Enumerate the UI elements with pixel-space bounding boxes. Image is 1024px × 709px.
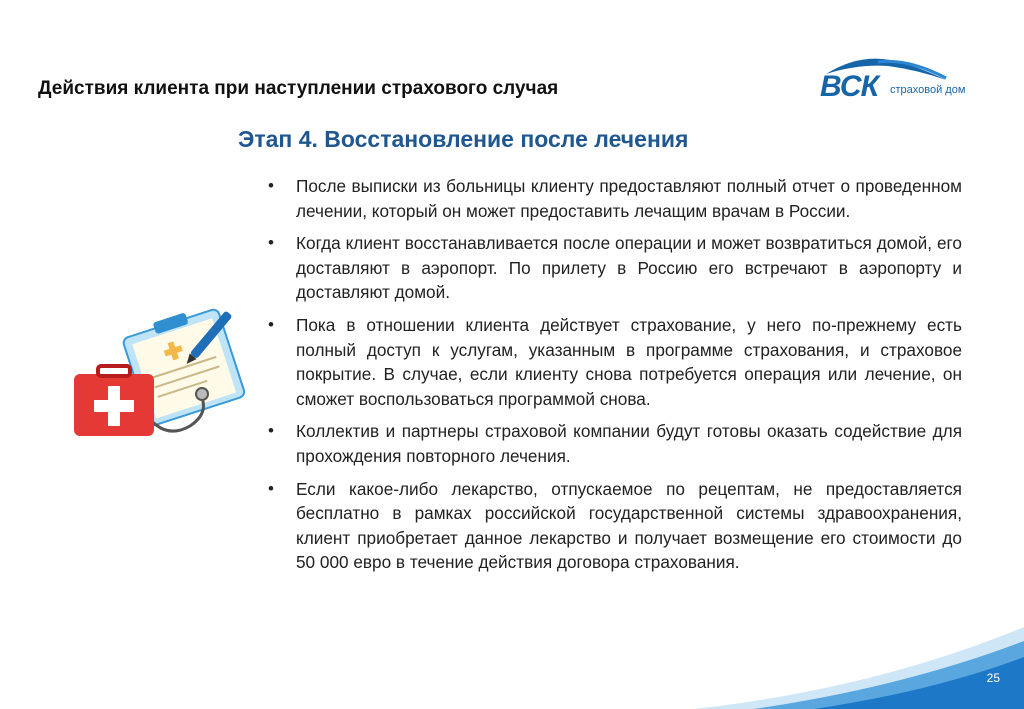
bullet-marker: • (268, 176, 274, 195)
list-item (268, 313, 962, 411)
bullet-text: Когда клиент восстанавливается после операции и может возвратиться домой, его доставляют в аэропорт. По прилету в Россию его встречают в аэропорту и доставляют домой. (296, 233, 962, 303)
bullet-list (268, 174, 962, 583)
bullet-marker: • (268, 478, 274, 498)
logo-text-main: ВСК (820, 70, 879, 103)
bullet-marker: • (268, 421, 274, 441)
medical-kit-clipboard-icon (72, 308, 254, 444)
bullet-text: Пока в отношении клиента действует страхование, у него по-прежнему есть полный доступ к услугам, указанным в программе страхования, и страховое покрытие. В случае, если клиенту снова потребуется операция или лечение, он сможет воспользоваться программой снова. (296, 314, 962, 409)
bullet-text: Если какое-либо лекарство, отпускаемое по рецептам, не предоставляется бесплатно в рамках российской государственной системы здравоохранения, клиент приобретает данное лекарство и получает возмещение его стоимости до 50 000 евро в течение действия договора страхования. (296, 478, 962, 573)
list-item (268, 419, 962, 468)
page-number: 25 (986, 671, 1000, 685)
slide-title: Этап 4. Восстановление после лечения (238, 126, 689, 152)
bullet-text: Коллектив и партнеры страховой компании будут готовы оказать содействие для прохождения повторного лечения. (296, 421, 962, 466)
list-item (268, 174, 962, 223)
logo-text-sub: страховой дом (890, 84, 966, 96)
corner-wave-decoration (694, 619, 1024, 709)
list-item (268, 231, 962, 305)
company-logo (818, 52, 978, 104)
bullet-marker: • (268, 233, 274, 253)
bullet-text: После выписки из больницы клиенту предоставляют полный отчет о проведенном лечении, который он может предоставить лечащим врачам в России. (296, 176, 962, 221)
header-title: Действия клиента при наступлении страхового случая (38, 78, 559, 99)
bullet-marker: • (268, 314, 274, 334)
list-item (268, 477, 962, 575)
